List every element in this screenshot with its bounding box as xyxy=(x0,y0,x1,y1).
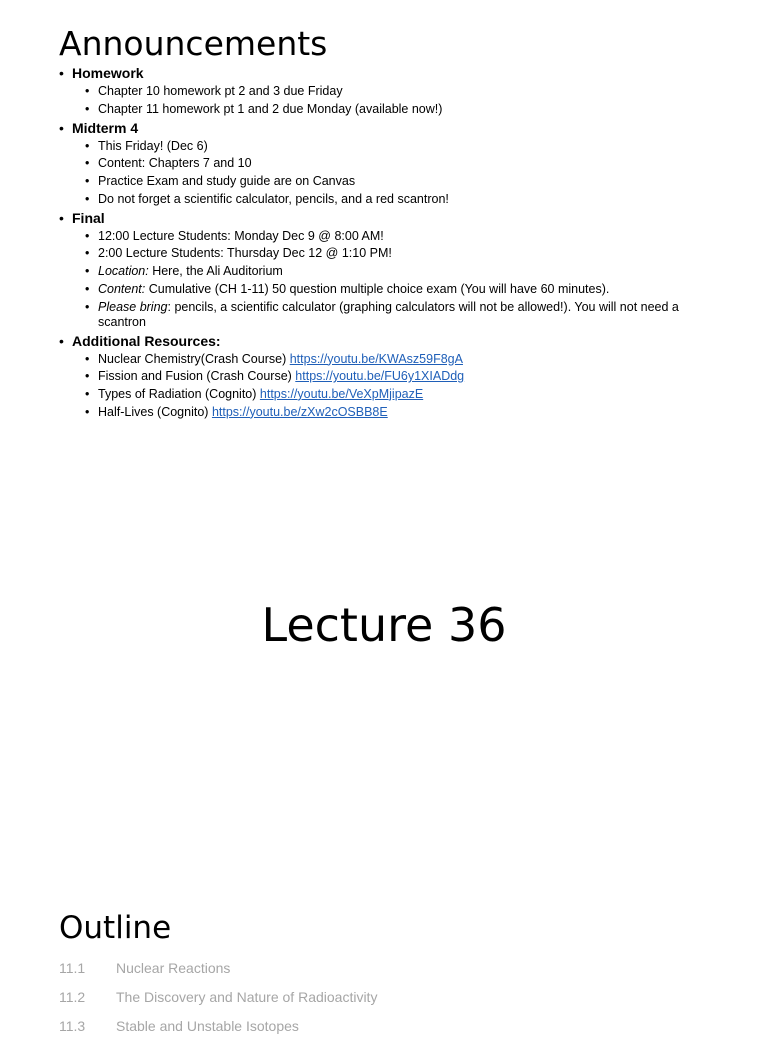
video-link[interactable]: https://youtu.be/VeXpMjipazE xyxy=(259,386,424,401)
outline-number: 11.1 xyxy=(59,960,86,976)
item-text: : pencils, a scientific calculator (graphing calculators will not be allowed!). You will not need a scantron xyxy=(98,299,679,329)
list-item xyxy=(85,282,719,297)
item-text: Practice Exam and study guide are on Canvas xyxy=(98,174,356,189)
list-item xyxy=(85,369,719,384)
section-final xyxy=(59,210,719,330)
section-items xyxy=(85,84,719,117)
announcements-list xyxy=(59,65,719,423)
list-item xyxy=(85,84,719,99)
item-text: 2:00 Lecture Students: Thursday Dec 12 @ 1:10 PM! xyxy=(98,246,392,261)
item-label: Please bring xyxy=(98,299,168,314)
item-text: Chapter 11 homework pt 1 and 2 due Monday (available now!) xyxy=(98,101,443,116)
section-heading: • Additional Resources: xyxy=(59,333,719,350)
outline-list xyxy=(59,960,377,1047)
item-label: Content: xyxy=(98,281,146,296)
section-heading: • Midterm 4 xyxy=(59,120,719,137)
section-items xyxy=(85,352,719,420)
item-text: This Friday! (Dec 6) xyxy=(98,138,208,153)
section-heading: • Final xyxy=(59,210,719,227)
list-item xyxy=(85,352,719,367)
section-midterm xyxy=(59,120,719,207)
section-homework xyxy=(59,65,719,117)
section-heading: • Homework xyxy=(59,65,719,82)
outline-title: Outline xyxy=(59,910,172,946)
list-item xyxy=(85,139,719,154)
item-label: Location: xyxy=(98,264,149,279)
outline-number: 11.2 xyxy=(59,989,86,1005)
list-item xyxy=(85,156,719,171)
list-item xyxy=(85,264,719,279)
list-item xyxy=(85,300,719,330)
outline-item xyxy=(59,960,377,989)
list-item xyxy=(85,174,719,189)
outline-item xyxy=(59,989,377,1018)
section-items xyxy=(85,139,719,207)
video-link[interactable]: https://youtu.be/KWAsz59F8gA xyxy=(289,351,463,366)
item-text: Do not forget a scientific calculator, pencils, and a red scantron! xyxy=(98,191,449,206)
list-item xyxy=(85,405,719,420)
outline-text: Stable and Unstable Isotopes xyxy=(116,1018,299,1034)
list-item xyxy=(85,192,719,207)
list-item xyxy=(85,246,719,261)
item-text: 12:00 Lecture Students: Monday Dec 9 @ 8:00 AM! xyxy=(98,228,384,243)
outline-text: Nuclear Reactions xyxy=(116,960,231,976)
announcements-title: Announcements xyxy=(59,24,328,63)
item-text: Types of Radiation (Cognito) xyxy=(98,386,260,401)
section-resources xyxy=(59,333,719,420)
list-item xyxy=(85,387,719,402)
video-link[interactable]: https://youtu.be/zXw2cOSBB8E xyxy=(211,404,388,419)
item-text: Chapter 10 homework pt 2 and 3 due Friday xyxy=(98,84,343,98)
item-text: Cumulative (CH 1-11) 50 question multiple choice exam (You will have 60 minutes). xyxy=(145,281,610,296)
outline-number: 11.3 xyxy=(59,1018,86,1034)
item-text: Content: Chapters 7 and 10 xyxy=(98,156,252,171)
item-text: Here, the Ali Auditorium xyxy=(148,264,283,279)
section-items xyxy=(85,229,719,330)
item-text: Nuclear Chemistry(Crash Course) xyxy=(98,351,290,366)
outline-text: The Discovery and Nature of Radioactivity xyxy=(116,989,378,1005)
outline-item xyxy=(59,1018,377,1047)
item-text: Fission and Fusion (Crash Course) xyxy=(98,369,296,384)
item-text: Half-Lives (Cognito) xyxy=(98,404,212,419)
list-item xyxy=(85,229,719,244)
list-item xyxy=(85,102,719,117)
video-link[interactable]: https://youtu.be/FU6y1XIADdg xyxy=(295,369,465,384)
lecture-title: Lecture 36 xyxy=(261,598,507,652)
